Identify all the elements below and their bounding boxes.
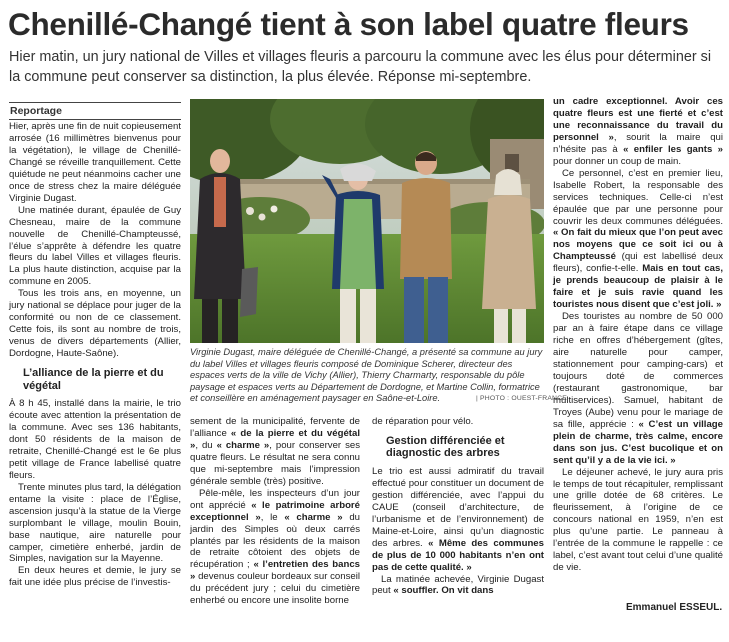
article-column-3 [372, 416, 544, 597]
paragraph: En deux heures et demie, le jury se fait une idée plus précise de l’investis- [9, 565, 181, 589]
article-lead: Hier matin, un jury national de Villes et villages fleuris a parcouru la commune avec les élus pour déterminer si la commune peut conserver sa distinction, la plus élevée. Réponse mi-septembre. [9, 49, 712, 85]
article-column-1 [9, 121, 181, 589]
paragraph: À 8 h 45, installé dans la mairie, le trio écoute avec attention la présentation de la commune. Avec ses 136 habitants, dont 50 résidents de la maison de retraite, Chenillé-Changé est le 6e plus petit village de France labellisé quatre fleurs. [9, 398, 181, 481]
paragraph: Ce personnel, c’est en premier lieu, Isabelle Robert, la responsable des services techniques. Celle-ci n’est épaulée que par une personne pour couvrir les deux communes déléguées. « On fait du mieux que l’on peut avec nos moyens que ce soit ici ou à Champteussé (qui est labellisé deux fleurs), confie-t-elle. Mais en tout cas, je prends beaucoup de plaisir à le faire et je suis ravie quand les touristes nous disent que c’est joli. » [553, 167, 723, 311]
paragraph: Pêle-mêle, les inspecteurs d’un jour ont apprécié « le patrimoine arboré exceptionnel », le « charme » du jardin des Simples où deux carrés plantés par les résidents de la maison de retraite côtoient des objets de récupération ; « l’entretien des bancs » devenus couleur bordeaux sur conseil du précédent jury ; celui du cimetière enherbé ou encore une insolite borne [190, 487, 361, 607]
article-headline: Chenillé-Changé tient à son label quatre fleurs [8, 6, 689, 42]
paragraph: Des touristes au nombre de 50 000 par an à faire étape dans ce village riche en offres d’hébergement (gîtes, aire naturelle pour camper, stationnement pour camping-cars) et toujours doté de commerces (restaurant gastronomique, bar multiservices). Samuel, habitant de Troyes (Aube) venu pour le mariage de sa fille, apprécie : « C’est un village plein de charme, très calme, encore dans son jus. C’est bucolique et on sent qu’il y a de la vie ici. » [553, 311, 723, 466]
paragraph: sement de la municipalité, fervente de l’alliance « de la pierre et du végétal », du « charme », pour conserver ses quatre fleurs. Le résultat ne sera connu que mi-septembre mais l’impression générale semble (très) positive. [190, 416, 360, 487]
paragraph: Le déjeuner achevé, le jury aura pris le temps de tout récapituler, remplissant une grille dotée de 68 critères. Le fleurissement, à l’origine de ce concours national en 1959, n’en est plus qu’une partie. Le panneau à l’entrée de la commune le rappelle : ce label, c’est avant tout celui d’une qualité de vie. [553, 466, 723, 574]
paragraph: Le trio est aussi admiratif du travail effectué pour constituer un document de gestion différenciée, avec l’appui du CAUE (conseil d’architecture, de l’urbanisme et de l’environnement) de Maine-et-Loire, ainsi qu’un diagnostic des arbres. « Même des communes de plus de 10 000 habitants n’en ont pas de cette qualité. » [372, 465, 544, 573]
photo-caption: Virginie Dugast, maire déléguée de Chenillé-Changé, a présenté sa commune au jury du label Villes et villages fleuris composé de Dominique Scherer, directeur des espaces verts de la ville de Vichy (Allier), Thierry Charmarty, responsable du pôle paysage et espaces verts au Département de Dordogne, et Martine Collin, formatrice et conseillère en aménagement paysager en Saône-et-Loire. [190, 347, 543, 404]
paragraph: Hier, après une fin de nuit copieusement arrosée (16 millimètres bienvenus pour la végétation), le village de Chenillé-Changé se réveille tranquillement. Cette quiétude ne peut néanmoins cacher une once de stress chez la maire déléguée Virginie Dugast. [9, 121, 181, 204]
author-signature: Emmanuel ESSEUL. [626, 602, 723, 613]
jury-group-photo [190, 99, 544, 343]
section-rubric: Reportage [9, 102, 181, 120]
paragraph: Trente minutes plus tard, la délégation entame la visite : place de l’Église, ascension jusqu’à la statue de la Vierge surplombant le village, moulin Bouin, base nautique, aire naturelle pour camper, cimetière enherbé, jardin de Simples, navigation sur la Mayenne. [9, 481, 181, 565]
photo-credit: | PHOTO : OUEST-FRANCE [476, 395, 568, 402]
article-column-4 [553, 96, 723, 574]
subheading: Gestion différenciée et diagnostic des arbres [386, 434, 505, 460]
article-photo [190, 99, 544, 343]
article-column-2 [190, 416, 360, 607]
paragraph: de réparation pour vélo. [372, 416, 474, 427]
subheading: L’alliance de la pierre et du végétal [23, 367, 164, 392]
paragraph: La matinée achevée, Virginie Dugast peut « souffler. On vit dans [372, 573, 544, 597]
paragraph: un cadre exceptionnel. Avoir ces quatre fleurs est une fierté et c’est une reconnaissance du travail du personnel », sourit la maire qui n’hésite pas à « enfiler les gants » pour donner un coup de main. [553, 96, 724, 167]
paragraph: Tous les trois ans, en moyenne, un jury national se déplace pour juger de la conformité ou non de ce classement. Cette fois, ils sont au nombre de trois, venus de divers départements (Allier, Dordogne, Haute-Saône). [9, 288, 181, 360]
paragraph: Une matinée durant, épaulée de Guy Chesneau, maire de la commune nouvelle de Chenillé-Champteussé, l’élue s’apprête à défendre les quatre fleurs du label Villes et villages fleuris. La plus haute distinction, acquise par la commune en 2005. [9, 204, 181, 288]
